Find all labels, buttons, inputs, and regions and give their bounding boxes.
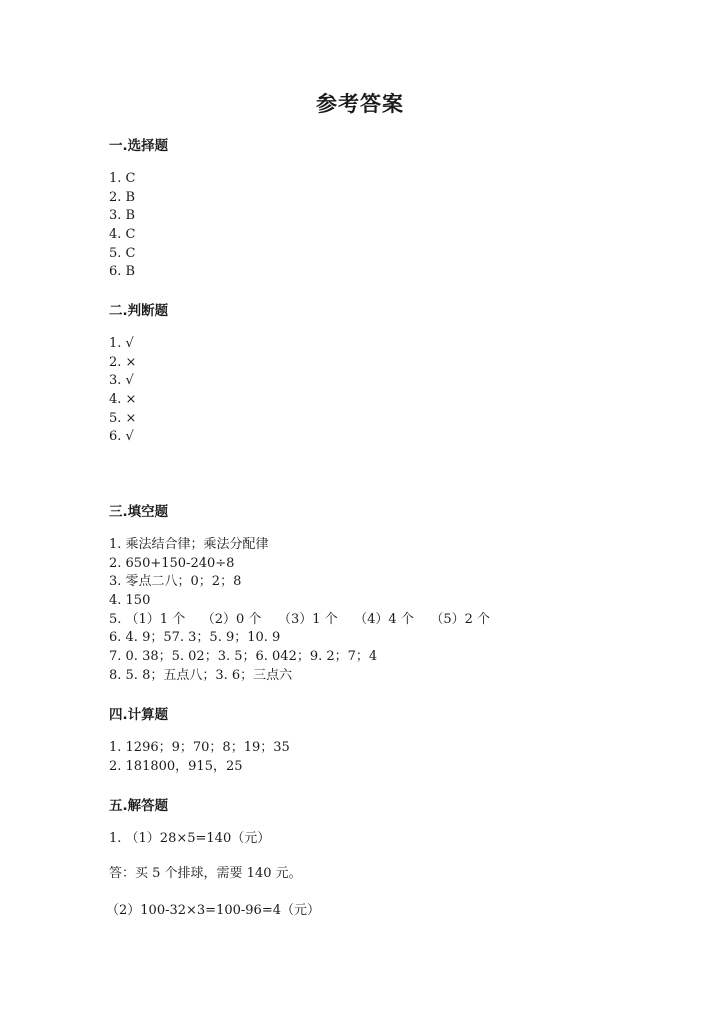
answer-line: 3. √ [109,373,134,388]
section-heading-solve: 五.解答题 [109,798,169,814]
answer-line: 2. 650+150-240÷8 [109,556,235,571]
answer-line: 1. 乘法结合律；乘法分配律 [109,537,269,552]
answer-line: 2. × [109,355,137,370]
answer-line: 5. × [109,411,137,426]
answer-line: 6. √ [109,429,134,444]
answer-line: 4. 150 [109,593,151,608]
answer-line: 6. B [109,264,136,279]
answer-line: 1. （1）28×5=140（元） [109,831,271,846]
answer-line: 答：买 5 个排球，需要 140 元。 [109,866,302,881]
section-heading-judge: 二.判断题 [109,303,169,319]
page-title: 参考答案 [316,92,404,116]
answer-line: 4. × [109,392,137,407]
answer-line: 3. B [109,208,136,223]
section-heading-calc: 四.计算题 [109,707,169,723]
answer-line: 8. 5. 8；五点八；3. 6；三点六 [109,668,293,683]
answer-line: 3. 零点二八；0；2；8 [109,574,242,589]
answer-line: 5. （1）1 个 （2）0 个 （3）1 个 （4）4 个 （5）2 个 [109,612,491,627]
answer-line: （2）100-32×3=100-96=4（元） [106,903,320,918]
section-heading-fill: 三.填空题 [109,504,169,520]
answer-line: 5. C [109,246,136,261]
answer-line: 4. C [109,227,136,242]
answer-line: 6. 4. 9；57. 3；5. 9；10. 9 [109,630,281,645]
answer-line: 1. 1296；9；70；8；19；35 [109,740,290,755]
answer-line: 1. √ [109,336,134,351]
answer-line: 2. B [109,190,136,205]
answer-line: 1. C [109,171,136,186]
section-heading-choice: 一.选择题 [109,138,169,154]
answer-line: 7. 0. 38；5. 02；3. 5；6. 042；9. 2；7；4 [109,649,378,664]
answer-line: 2. 181800，915，25 [109,759,243,774]
